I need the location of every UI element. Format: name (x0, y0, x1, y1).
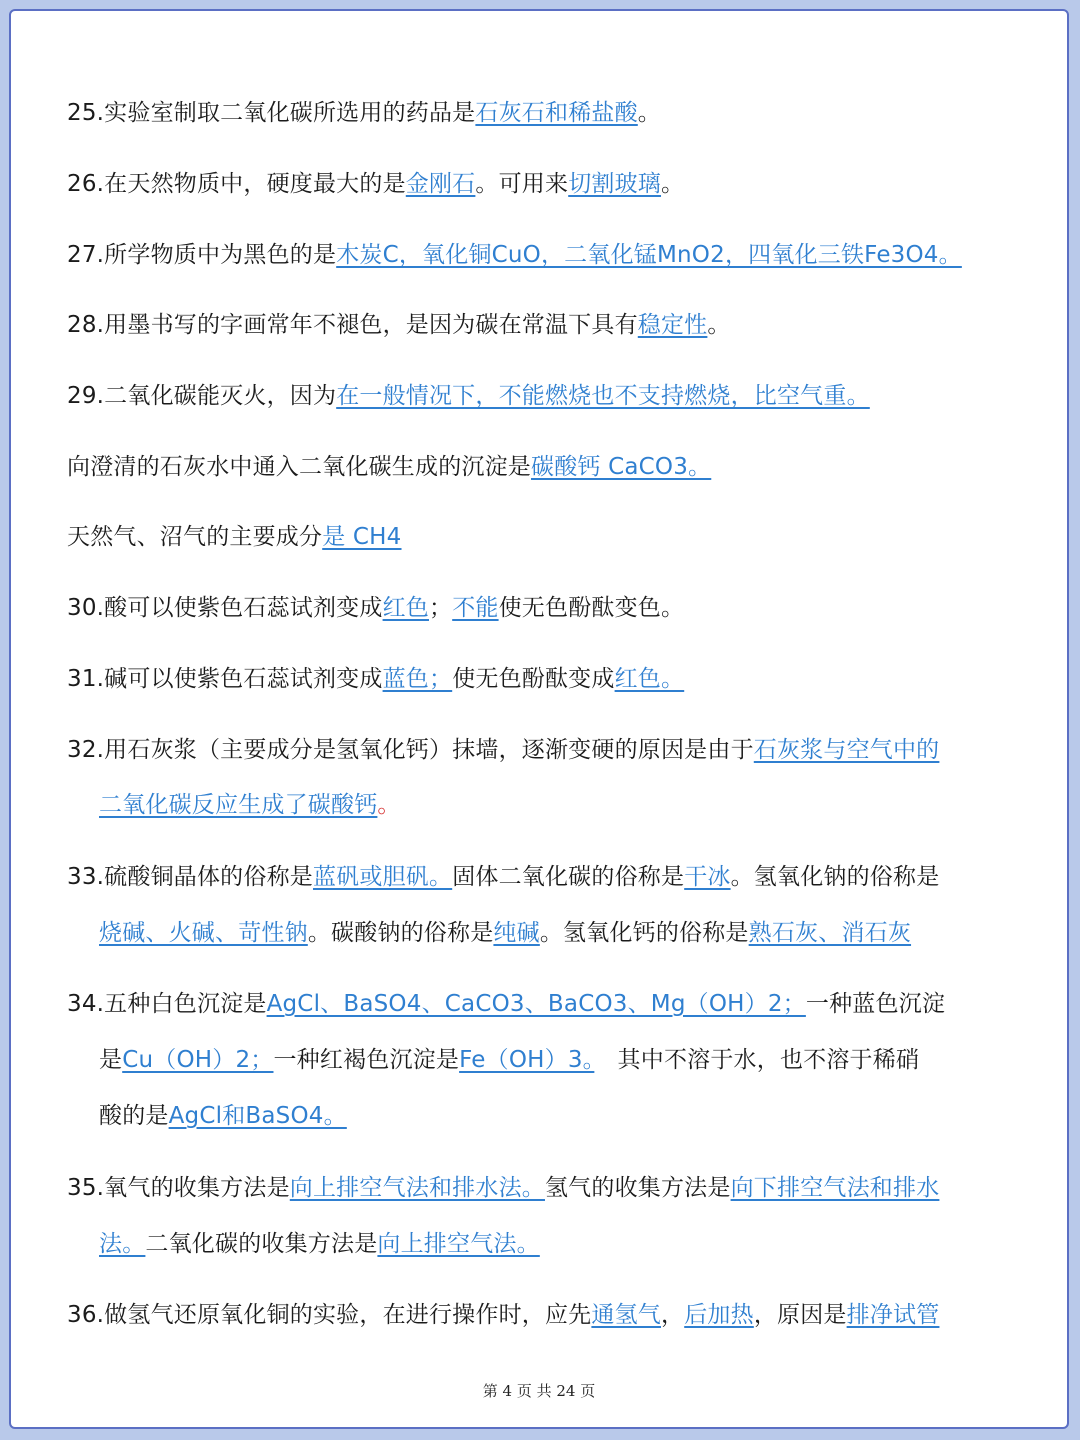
line-q34c (99, 1100, 347, 1132)
line-q25 (67, 97, 661, 129)
line-q34b (99, 1044, 919, 1076)
answer-text: 熟石灰、消石灰 (748, 920, 912, 946)
question-text: 是 (99, 1047, 123, 1073)
question-text: 向澄清的石灰水中通入二氧化碳生成的沉淀是 (67, 454, 531, 480)
answer-text: AgCl和BaSO4。 (168, 1103, 347, 1129)
line-q29 (67, 380, 870, 412)
question-text: 酸的是 (99, 1103, 169, 1129)
question-text: 。氢氧化钙的俗称是 (539, 920, 749, 946)
question-text: 一种蓝色沉淀 (805, 991, 946, 1017)
question-text: 。 (661, 171, 685, 197)
answer-text: AgCl、BaSO4、CaCO3、BaCO3、Mg（OH）2； (266, 991, 806, 1017)
question-text: 。碳酸钠的俗称是 (307, 920, 494, 946)
line-q32b (99, 789, 401, 821)
line-q28 (67, 309, 731, 341)
line-q35b (99, 1228, 540, 1260)
answer-text: 红色 (382, 595, 429, 621)
line-q26 (67, 168, 684, 200)
answer-text: 通氢气 (591, 1302, 661, 1328)
line-q34 (67, 988, 945, 1020)
line-q35 (67, 1172, 939, 1204)
question-text: 天然气、沼气的主要成分 (67, 524, 323, 550)
answer-text: 石灰石和稀盐酸 (475, 100, 638, 126)
question-text: 固体二氧化碳的俗称是 (452, 864, 685, 890)
question-text: 25.实验室制取二氧化碳所选用的药品是 (67, 100, 476, 126)
question-text: 33.硫酸铜晶体的俗称是 (67, 864, 313, 890)
answer-text: 法。 (99, 1231, 146, 1257)
document-page (9, 9, 1069, 1429)
line-q27 (67, 239, 962, 271)
answer-text: 金刚石 (405, 171, 476, 197)
question-text: 27.所学物质中为黑色的是 (67, 242, 337, 268)
question-text: 36.做氢气还原氧化铜的实验，在进行操作时，应先 (67, 1302, 592, 1328)
question-text: 29.二氧化碳能灭火，因为 (67, 383, 337, 409)
answer-text: 切割玻璃 (568, 171, 662, 197)
line-q33 (67, 861, 939, 893)
answer-text: 在一般情况下，不能燃烧也不支持燃烧，比空气重。 (336, 383, 870, 409)
answer-text: Fe（OH）3。 (459, 1047, 595, 1073)
line-q30 (67, 592, 684, 624)
question-text: ，原因是 (753, 1302, 847, 1328)
question-text: 使无色酚酞变色。 (498, 595, 685, 621)
question-text: 。可用来 (475, 171, 569, 197)
question-text: 28.用墨书写的字画常年不褪色，是因为碳在常温下具有 (67, 312, 638, 338)
answer-text: 干冰 (684, 864, 731, 890)
answer-text: 向上排空气法和排水法。 (289, 1175, 545, 1201)
line-q36 (67, 1299, 939, 1331)
line-q31 (67, 663, 684, 695)
answer-text: 向下排空气法和排水 (730, 1175, 940, 1201)
answer-text: 二氧化碳反应生成了碳酸钙 (99, 792, 378, 818)
question-text: 26.在天然物质中，硬度最大的是 (67, 171, 406, 197)
answer-text: Cu（OH）2； (122, 1047, 274, 1073)
answer-text: 纯碱 (493, 920, 540, 946)
question-text: 使无色酚酞变成 (452, 666, 615, 692)
punctuation: 。 (377, 792, 401, 818)
answer-text: 木炭C，氧化铜CuO，二氧化锰MnO2，四氧化三铁Fe3O4。 (336, 242, 962, 268)
answer-text: 稳定性 (637, 312, 708, 338)
answer-text: 石灰浆与空气中的 (753, 737, 940, 763)
answer-text: 不能 (452, 595, 499, 621)
answer-text: 是 CH4 (322, 524, 402, 550)
line-q32 (67, 734, 939, 766)
question-text: 。氢氧化钠的俗称是 (730, 864, 940, 890)
answer-text: 红色。 (614, 666, 685, 692)
answer-text: 蓝色； (382, 666, 453, 692)
question-text: ， (661, 1302, 685, 1328)
answer-text: 碳酸钙 CaCO3。 (531, 454, 712, 480)
question-text: ； (428, 595, 453, 621)
question-text: 34.五种白色沉淀是 (67, 991, 267, 1017)
line-q29b (67, 451, 711, 483)
answer-text: 向上排空气法。 (377, 1231, 540, 1257)
answer-text: 排净试管 (846, 1302, 940, 1328)
question-text: 二氧化碳的收集方法是 (145, 1231, 378, 1257)
answer-text: 烧碱、火碱、苛性钠 (99, 920, 308, 946)
question-text: 31.碱可以使紫色石蕊试剂变成 (67, 666, 383, 692)
line-q33b (99, 917, 911, 949)
question-text: 其中不溶于水，也不溶于稀硝 (594, 1047, 920, 1073)
page-footer: 第 4 页 共 24 页 (482, 1382, 596, 1400)
question-text: 。 (707, 312, 731, 338)
question-text: 32.用石灰浆（主要成分是氢氧化钙）抹墙，逐渐变硬的原因是由于 (67, 737, 754, 763)
answer-text: 蓝矾或胆矾。 (312, 864, 453, 890)
question-text: 35.氧气的收集方法是 (67, 1175, 290, 1201)
question-text: 一种红褐色沉淀是 (273, 1047, 460, 1073)
answer-text: 后加热 (684, 1302, 754, 1328)
line-q29c (67, 521, 402, 553)
question-text: 。 (637, 100, 661, 126)
question-text: 氢气的收集方法是 (544, 1175, 731, 1201)
question-text: 30.酸可以使紫色石蕊试剂变成 (67, 595, 383, 621)
